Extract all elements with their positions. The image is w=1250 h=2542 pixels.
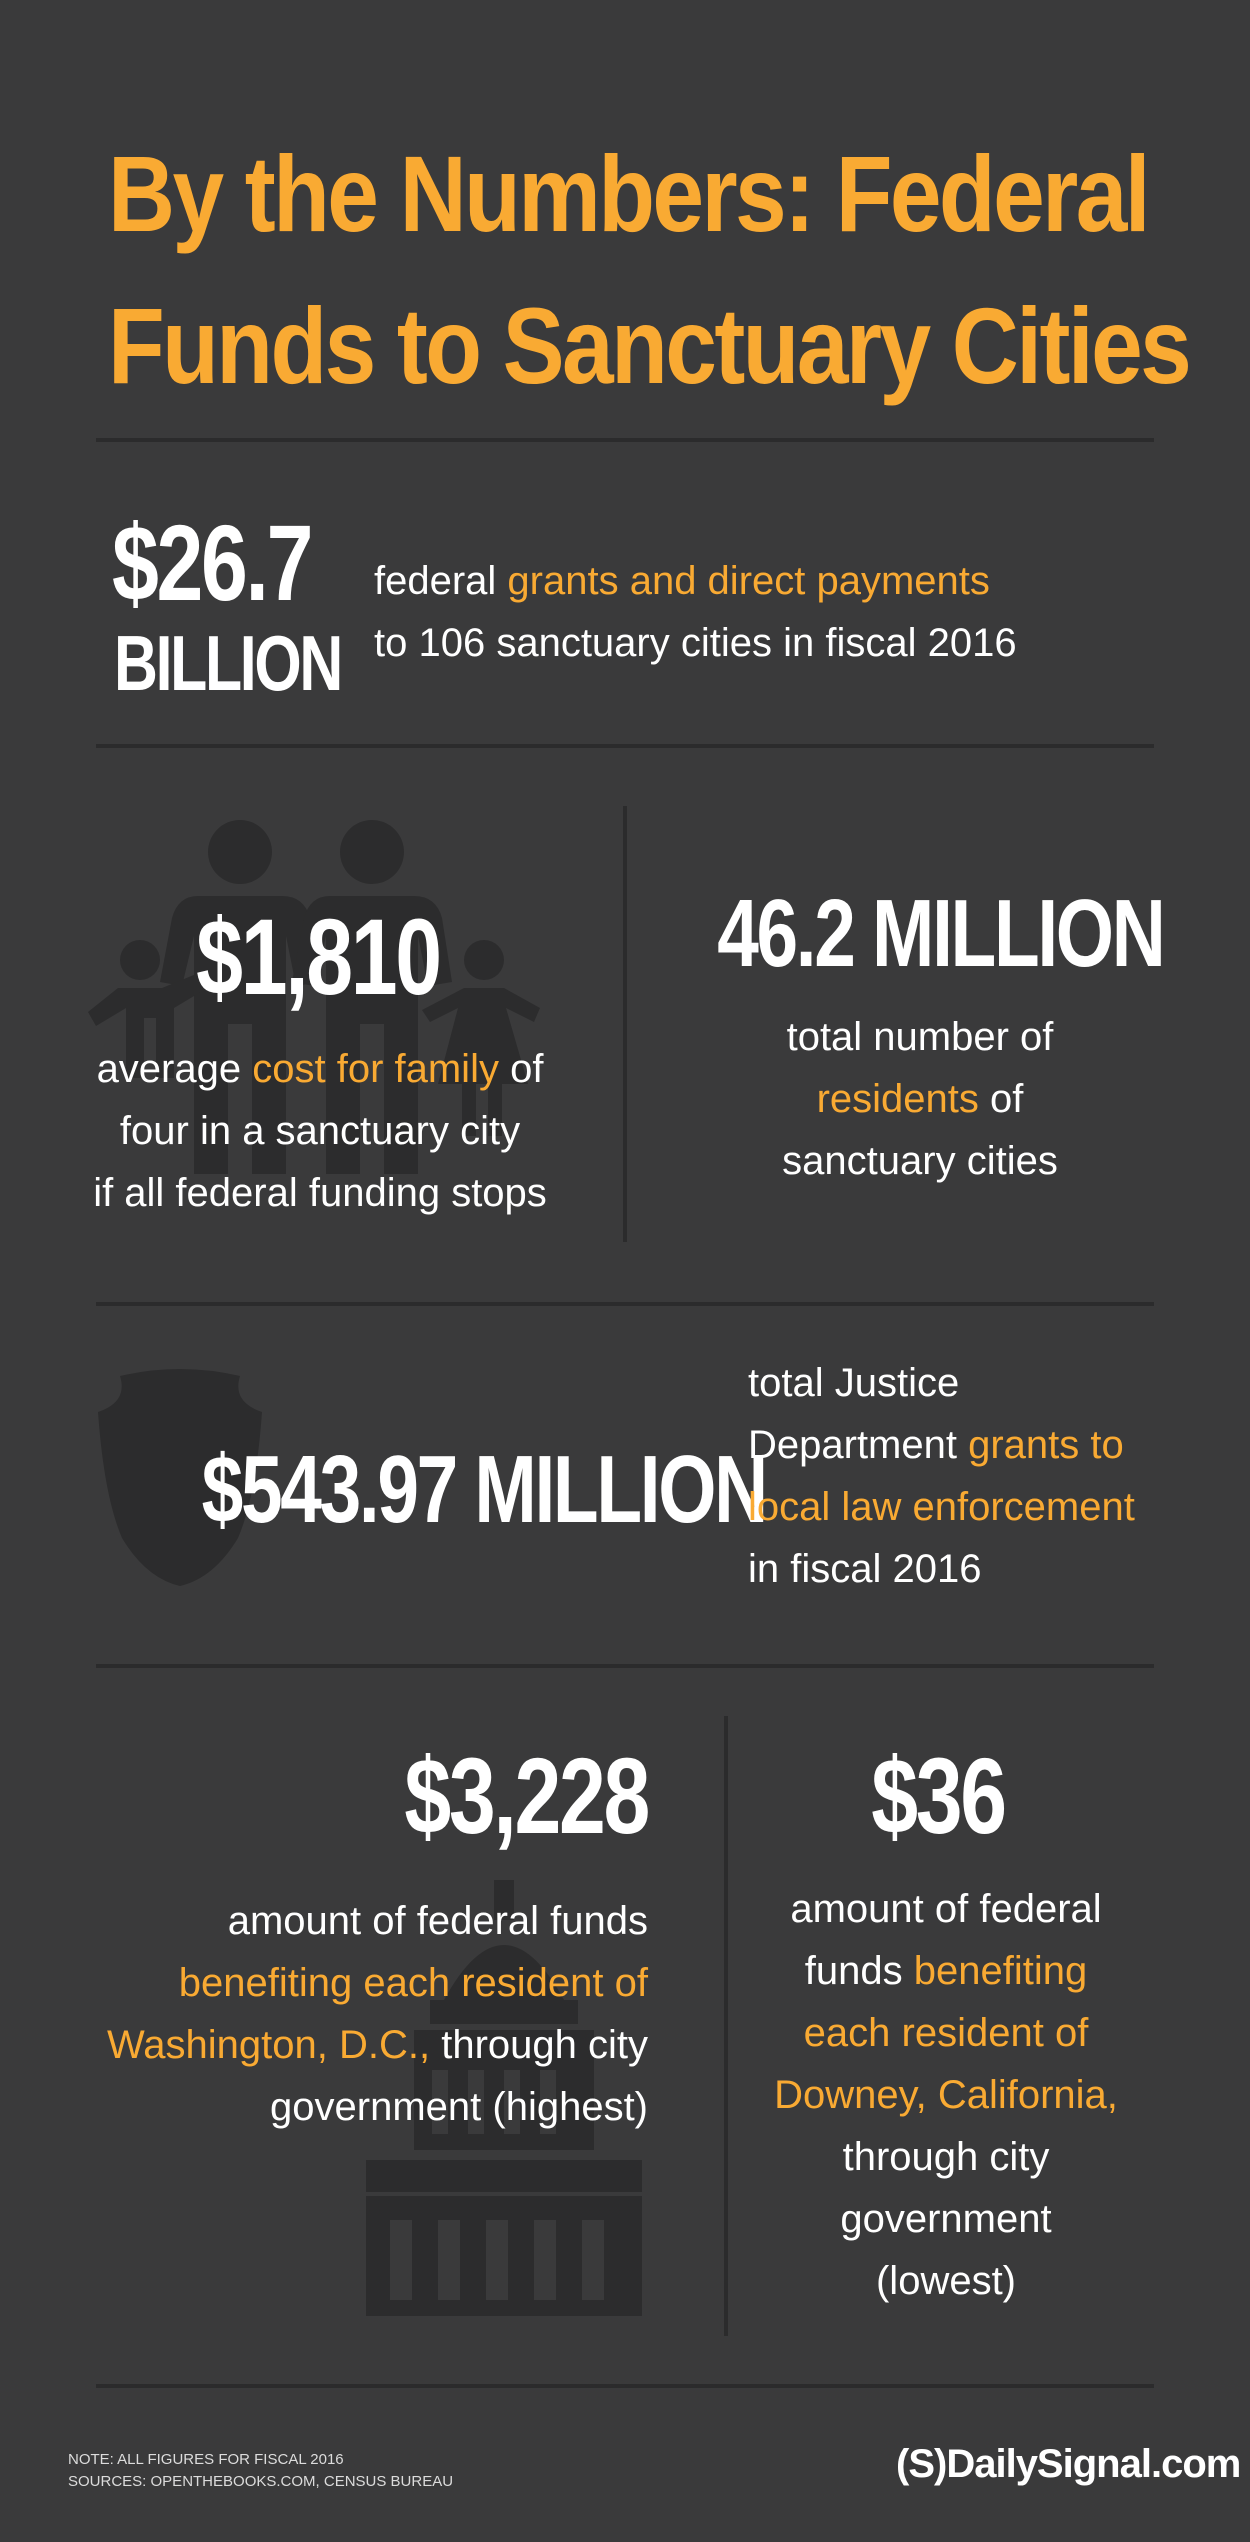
highlight: grants to bbox=[968, 1423, 1124, 1467]
highlight: residents bbox=[816, 1077, 979, 1121]
vertical-divider bbox=[623, 806, 627, 1242]
highlight: Washington, D.C., bbox=[107, 2023, 431, 2067]
stat-36-description: amount of federal funds benefiting each resident of Downey, California, through city government (lowest) bbox=[760, 1878, 1132, 2312]
highlight: Downey, California, bbox=[774, 2073, 1118, 2117]
highlight: each resident of bbox=[803, 2011, 1089, 2055]
divider bbox=[96, 1302, 1154, 1306]
page-title bbox=[108, 118, 1190, 422]
stat-543-97-value: $543.97 MILLION bbox=[201, 1436, 766, 1543]
logo-mark: (S) bbox=[896, 2442, 947, 2486]
highlight: cost for family bbox=[252, 1047, 499, 1091]
divider bbox=[96, 744, 1154, 748]
stat-1810-description: average cost for family of four in a sanctuary city if all federal funding stops bbox=[93, 1047, 547, 1215]
stat-36-value: $36 bbox=[871, 1735, 1005, 1856]
footer-sources: SOURCES: OPENTHEBOOKS.COM, CENSUS BUREAU bbox=[68, 2473, 454, 2490]
dailysignal-logo[interactable] bbox=[896, 2440, 1241, 2488]
stat-3228-description: amount of federal funds benefiting each resident of Washington, D.C., through city government (highest) bbox=[60, 1890, 648, 2138]
footer-note: NOTE: ALL FIGURES FOR FISCAL 2016 bbox=[68, 2451, 344, 2468]
stat-46-2-value: 46.2 MILLION bbox=[717, 880, 1164, 987]
stat-543-97-description: total Justice Department grants to local law enforcement in fiscal 2016 bbox=[748, 1352, 1228, 1600]
stat-3228-value: $3,228 bbox=[404, 1735, 648, 1856]
vertical-divider bbox=[724, 1716, 728, 2336]
divider bbox=[96, 1664, 1154, 1668]
highlight: benefiting each resident of bbox=[178, 1961, 648, 2005]
footer-notes bbox=[68, 2449, 668, 2493]
stat-1810-value: $1,810 bbox=[196, 896, 440, 1017]
logo-text: DailySignal.com bbox=[946, 2442, 1241, 2486]
stat-26-7-value: $26.7 bbox=[112, 502, 312, 623]
stat-26-7-description: federal grants and direct payments to 106 sanctuary cities in fiscal 2016 bbox=[374, 559, 1017, 665]
divider bbox=[96, 438, 1154, 442]
stat-46-2-description: total number of residents of sanctuary cities bbox=[782, 1015, 1058, 1183]
divider bbox=[96, 2384, 1154, 2388]
highlight: local law enforcement bbox=[748, 1485, 1135, 1529]
title-line-1: By the Numbers: Federal bbox=[108, 133, 1149, 254]
highlight: grants and direct payments bbox=[507, 559, 990, 603]
stat-26-7-unit: BILLION bbox=[114, 619, 341, 707]
title-line-2: Funds to Sanctuary Cities bbox=[108, 285, 1190, 406]
highlight: benefiting bbox=[913, 1949, 1088, 1993]
